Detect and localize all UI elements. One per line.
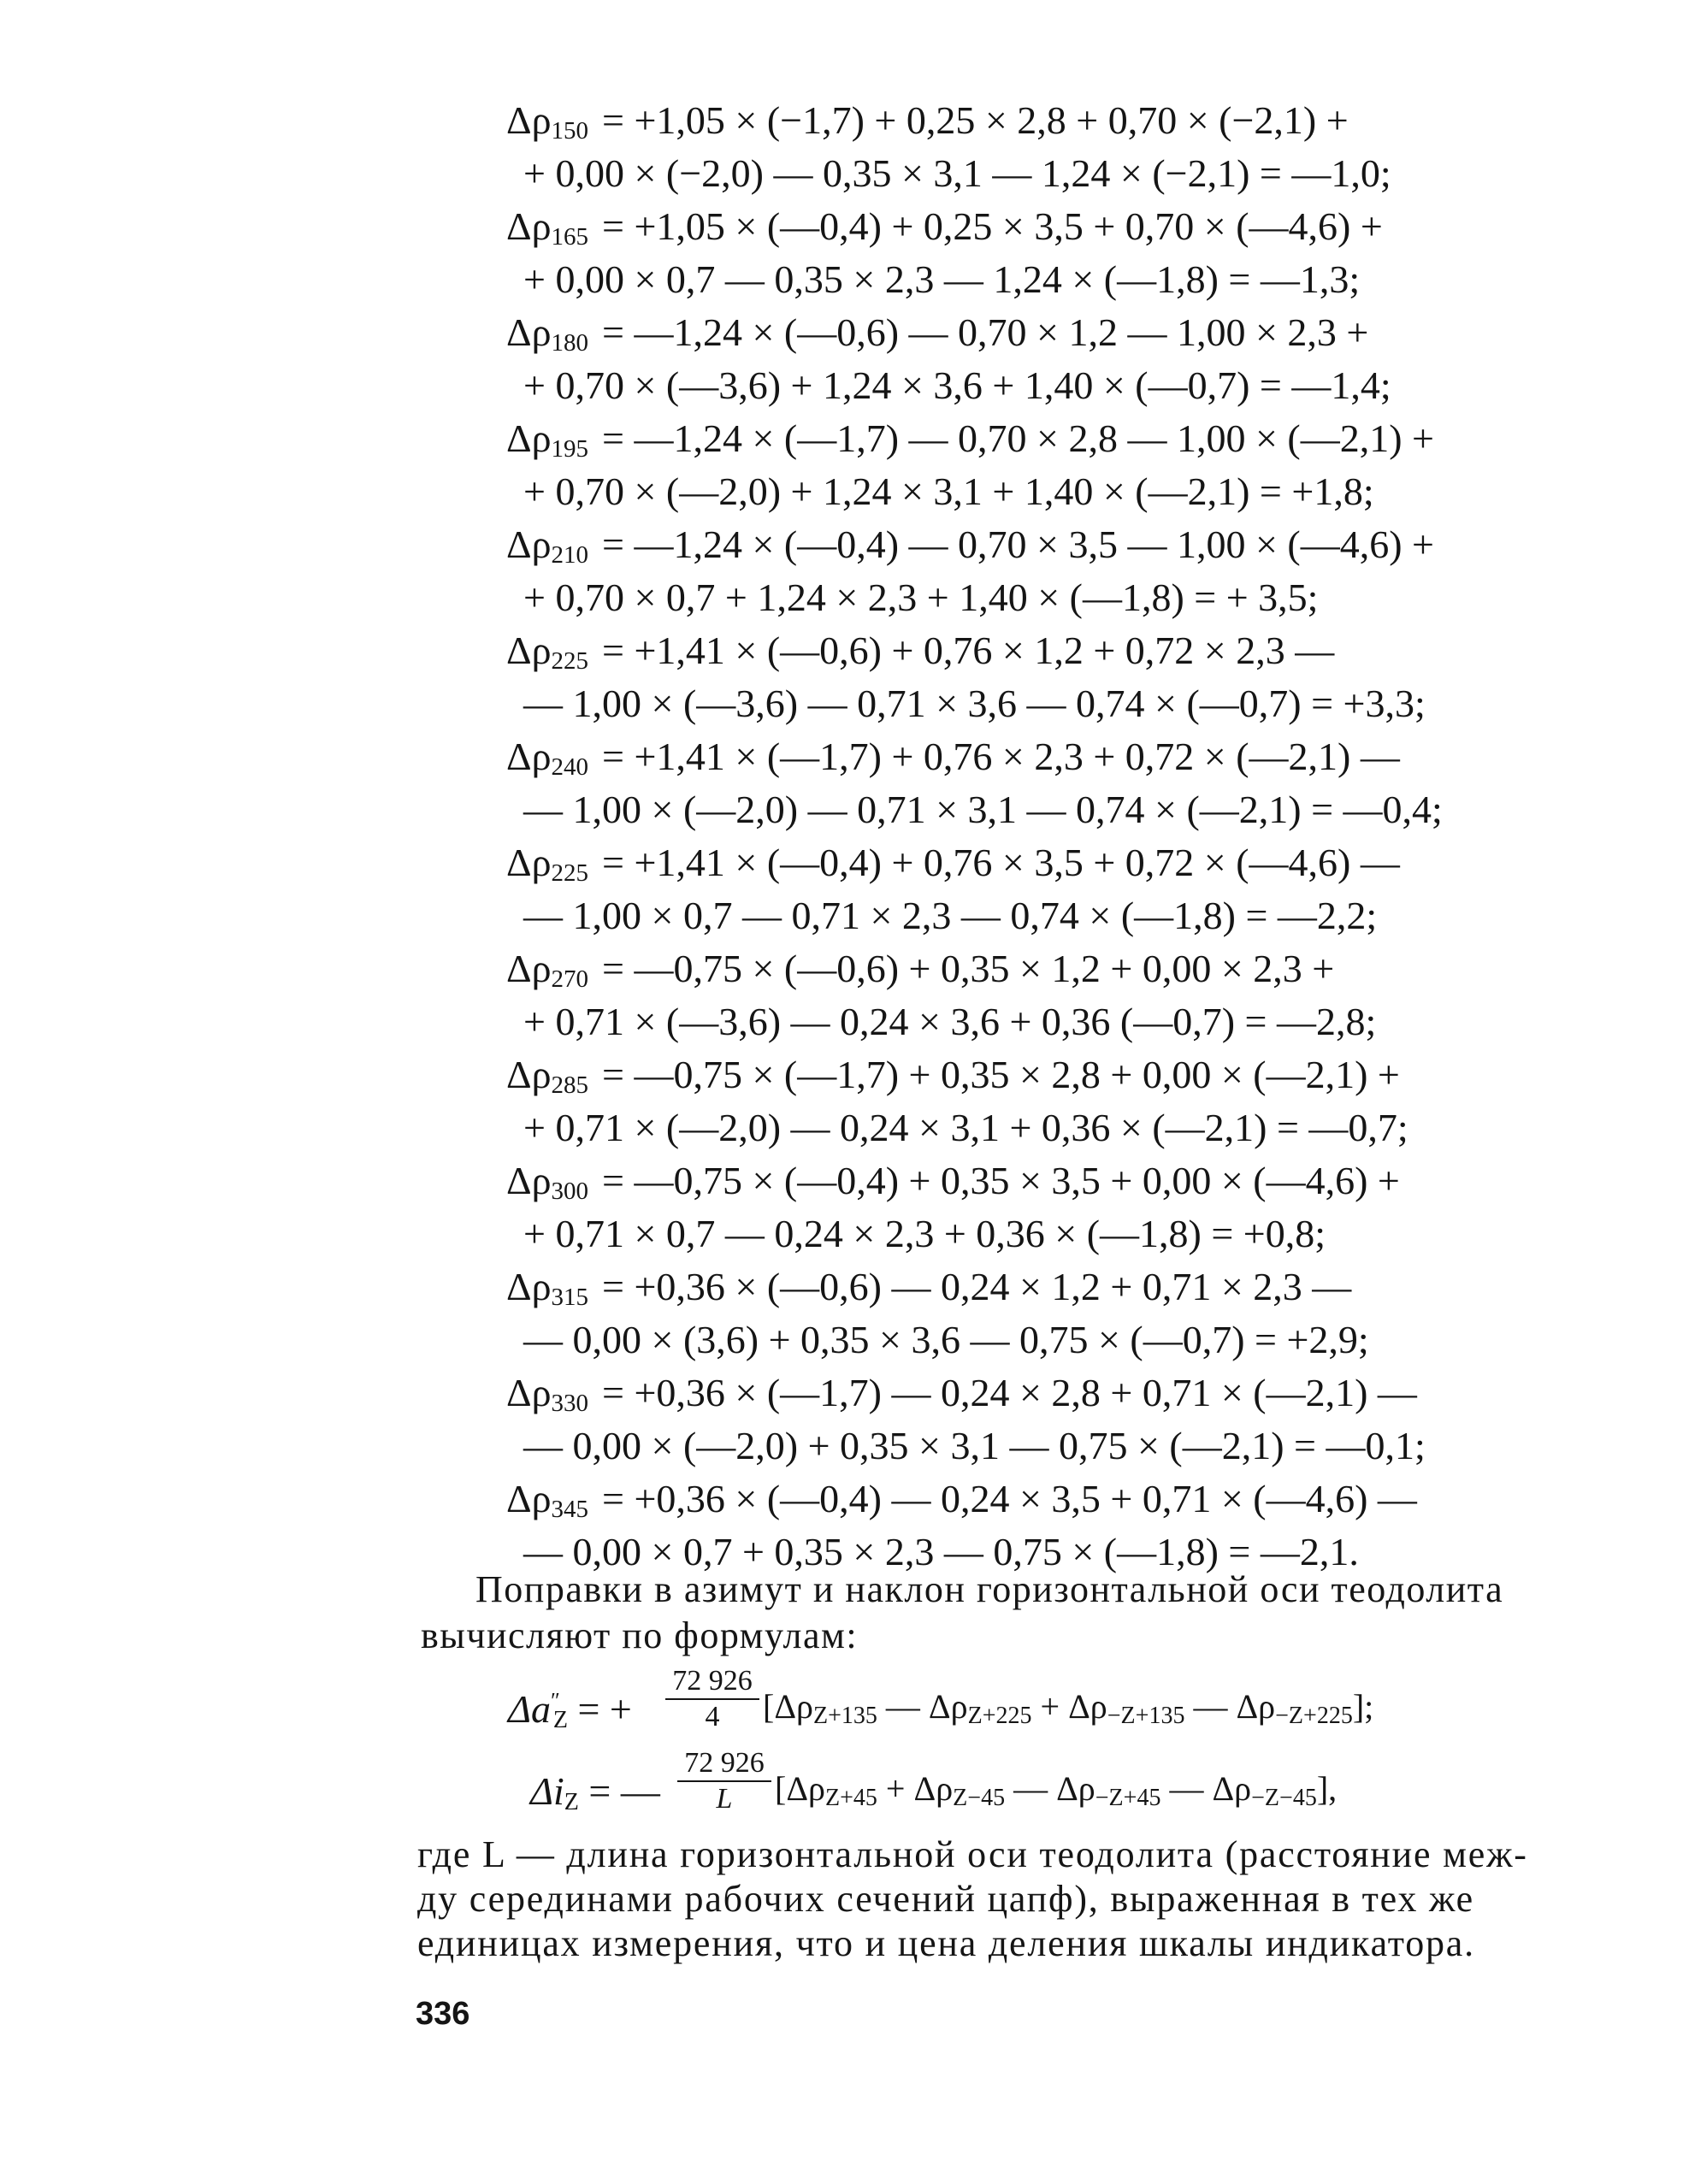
formula-azimuth-t2-sub: Z+225 <box>967 1703 1032 1729</box>
formula-azimuth-lhs-sup: ″ <box>551 1688 560 1714</box>
equation-lhs <box>506 204 589 251</box>
formula-azimuth-t3-sub: −Z+135 <box>1107 1703 1185 1729</box>
equation-line-2: + 0,71 × (—3,6) — 0,24 × 3,6 + 0,36 (—0,7) = —2,8; <box>523 1000 1377 1043</box>
formula-tilt-t2: + Δρ <box>877 1769 954 1808</box>
equation-lhs <box>506 1479 588 1522</box>
formula-tilt-rhs <box>775 1768 1337 1812</box>
equation-symbol: Δρ <box>506 1265 552 1308</box>
equation-line-2: — 1,00 × (—3,6) — 0,71 × 3,6 — 0,74 × (—0,7) = +3,3; <box>523 682 1426 725</box>
equation-subscript: 210 <box>551 541 589 569</box>
equation-line-2: — 0,00 × 0,7 + 0,35 × 2,3 — 0,75 × (—1,8) = —2,1. <box>523 1530 1359 1573</box>
equation-symbol: Δρ <box>506 1053 552 1096</box>
equation-subscript: 240 <box>551 753 589 781</box>
equation-line-2: + 0,70 × (—2,0) + 1,24 × 3,1 + 1,40 × (—2,1) = +1,8; <box>523 469 1374 513</box>
formula-azimuth-rhs <box>763 1686 1373 1730</box>
formula-azimuth-lhs <box>508 1686 632 1734</box>
equation-line-2: + 0,71 × 0,7 — 0,24 × 2,3 + 0,36 × (—1,8) = +0,8; <box>523 1212 1326 1255</box>
equation-symbol: Δρ <box>506 416 552 460</box>
formula-azimuth-fraction-num: 72 926 <box>672 1665 753 1697</box>
formula-azimuth-lhs-sub: Z <box>552 1707 568 1733</box>
equation-lhs <box>506 843 588 886</box>
equation-line-1: = —0,75 × (—0,4) + 0,35 × 3,5 + 0,00 × (—4,6) + <box>602 1159 1400 1202</box>
formula-tilt-end: ], <box>1316 1769 1338 1808</box>
formula-tilt-t2-sub: Z−45 <box>953 1785 1006 1811</box>
intro-line-1: Поправки в азимут и наклон горизонтальной оси теодолита <box>475 1568 1504 1610</box>
formula-tilt-t3: — Δρ <box>1005 1769 1095 1808</box>
formula-azimuth-fraction-den: 4 <box>705 1701 720 1732</box>
formula-tilt-fraction <box>677 1748 771 1815</box>
equation-line-2: — 0,00 × (—2,0) + 0,35 × 3,1 — 0,75 × (—2,1) = —0,1; <box>523 1424 1426 1467</box>
equation-line-1: = +1,41 × (—1,7) + 0,76 × 2,3 + 0,72 × (—2,1) — <box>602 735 1400 778</box>
equation-symbol: Δρ <box>506 1477 552 1520</box>
intro-line-2: вычисляют по формулам: <box>421 1614 859 1656</box>
formula-tilt-bracket: [Δρ <box>775 1769 826 1808</box>
formula-tilt-lhs-sub: Z <box>564 1789 579 1815</box>
equation-line-2: + 0,00 × (−2,0) — 0,35 × 3,1 — 1,24 × (−2,1) = —1,0; <box>523 151 1391 195</box>
formula-tilt-t3-sub: −Z+45 <box>1095 1785 1161 1811</box>
equation-lhs <box>506 949 588 992</box>
equation-lhs <box>506 310 589 357</box>
closing-line-1: где L — длина горизонтальной оси теодолита (расстояние меж- <box>417 1833 1528 1875</box>
equation-subscript: 195 <box>551 435 589 463</box>
formula-azimuth-bracket: [Δρ <box>763 1687 814 1726</box>
equation-symbol: Δρ <box>506 310 552 354</box>
equation-lhs <box>506 1055 588 1098</box>
equation-symbol: Δρ <box>506 841 552 884</box>
formula-azimuth-t2: — Δρ <box>877 1687 968 1726</box>
equation-subscript: 345 <box>551 1496 589 1523</box>
equation-line-2: + 0,70 × (—3,6) + 1,24 × 3,6 + 1,40 × (—0,7) = —1,4; <box>523 363 1391 407</box>
closing-line-3: единицах измерения, что и цена деления шкалы индикатора. <box>417 1922 1475 1964</box>
formula-tilt-fraction-bar <box>677 1780 771 1782</box>
equation-line-2: — 1,00 × 0,7 — 0,71 × 2,3 — 0,74 × (—1,8) = —2,2; <box>523 894 1378 937</box>
equation-lhs <box>506 631 588 674</box>
formula-tilt-lhs-symbol: Δi <box>530 1769 564 1813</box>
equation-line-1: = +1,05 × (—0,4) + 0,25 × 3,5 + 0,70 × (—4,6) + <box>602 204 1383 248</box>
formula-tilt-fraction-den: L <box>716 1783 733 1815</box>
formula-azimuth-lhs-symbol: Δa <box>508 1687 551 1731</box>
equation-subscript: 285 <box>551 1071 589 1099</box>
formula-tilt-fraction-num: 72 926 <box>684 1747 765 1779</box>
equation-subscript: 165 <box>551 223 589 251</box>
equation-lhs <box>506 1267 588 1310</box>
formula-tilt-t4: — Δρ <box>1160 1769 1252 1808</box>
equation-line-1: = —0,75 × (—1,7) + 0,35 × 2,8 + 0,00 × (—2,1) + <box>602 1053 1400 1096</box>
equation-symbol: Δρ <box>506 204 552 248</box>
equation-lhs <box>506 1161 588 1204</box>
equation-line-1: = +0,36 × (—0,4) — 0,24 × 3,5 + 0,71 × (—4,6) — <box>602 1477 1417 1520</box>
equation-line-1: = —1,24 × (—0,4) — 0,70 × 3,5 — 1,00 × (—4,6) + <box>602 522 1434 566</box>
equation-line-1: = —1,24 × (—1,7) — 0,70 × 2,8 — 1,00 × (—2,1) + <box>602 416 1434 460</box>
equation-line-2: + 0,71 × (—2,0) — 0,24 × 3,1 + 0,36 × (—2,1) = —0,7; <box>523 1106 1408 1149</box>
equation-line-1: = —1,24 × (—0,6) — 0,70 × 1,2 — 1,00 × 2,3 + <box>602 310 1369 354</box>
formula-tilt-t1-sub: Z+45 <box>825 1785 877 1811</box>
formula-azimuth-fraction-bar <box>665 1698 759 1700</box>
equation-subscript: 225 <box>551 647 589 675</box>
closing-line-2: ду серединами рабочих сечений цапф), выраженная в тех же <box>417 1878 1474 1920</box>
equation-line-2: — 0,00 × (3,6) + 0,35 × 3,6 — 0,75 × (—0,7) = +2,9; <box>523 1318 1369 1361</box>
equation-symbol: Δρ <box>506 1371 552 1414</box>
equation-symbol: Δρ <box>506 98 552 142</box>
formula-azimuth-eq: = + <box>577 1687 632 1731</box>
formula-azimuth-t1-sub: Z+135 <box>813 1703 877 1729</box>
formula-tilt-lhs <box>530 1768 660 1816</box>
equation-line-2: + 0,00 × 0,7 — 0,35 × 2,3 — 1,24 × (—1,8) = —1,3; <box>523 257 1361 301</box>
equation-lhs <box>506 522 589 569</box>
formula-azimuth-t4: — Δρ <box>1184 1687 1276 1726</box>
formula-azimuth-t4-sub: −Z+225 <box>1275 1703 1353 1729</box>
formula-tilt-t4-sub: −Z−45 <box>1251 1785 1317 1811</box>
equation-line-1: = +1,05 × (−1,7) + 0,25 × 2,8 + 0,70 × (−2,1) + <box>602 98 1349 142</box>
equation-subscript: 270 <box>551 965 589 993</box>
equation-symbol: Δρ <box>506 522 552 566</box>
equation-symbol: Δρ <box>506 735 552 778</box>
page-number: 336 <box>416 1996 470 2032</box>
equation-subscript: 225 <box>551 859 589 887</box>
equation-subscript: 180 <box>551 329 589 357</box>
equation-lhs <box>506 737 588 780</box>
equation-line-1: = +1,41 × (—0,6) + 0,76 × 1,2 + 0,72 × 2,3 — <box>602 629 1335 672</box>
equation-subscript: 300 <box>551 1178 589 1205</box>
formula-azimuth-fraction <box>665 1666 759 1732</box>
formula-azimuth-end: ]; <box>1352 1687 1374 1726</box>
formula-azimuth-t3: + Δρ <box>1031 1687 1107 1726</box>
equation-symbol: Δρ <box>506 947 552 990</box>
equation-subscript: 150 <box>551 117 589 145</box>
equation-line-1: = +0,36 × (—0,6) — 0,24 × 1,2 + 0,71 × 2,3 — <box>602 1265 1352 1308</box>
formula-tilt-eq: = — <box>588 1769 660 1813</box>
equation-line-2: + 0,70 × 0,7 + 1,24 × 2,3 + 1,40 × (—1,8) = + 3,5; <box>523 576 1319 619</box>
equation-lhs <box>506 416 589 463</box>
equation-symbol: Δρ <box>506 1159 552 1202</box>
equation-line-1: = +1,41 × (—0,4) + 0,76 × 3,5 + 0,72 × (—4,6) — <box>602 841 1400 884</box>
equation-line-2: — 1,00 × (—2,0) — 0,71 × 3,1 — 0,74 × (—2,1) = —0,4; <box>523 788 1443 831</box>
equation-line-1: = —0,75 × (—0,6) + 0,35 × 1,2 + 0,00 × 2,3 + <box>602 947 1335 990</box>
equation-lhs <box>506 98 589 145</box>
equation-symbol: Δρ <box>506 629 552 672</box>
equation-subscript: 330 <box>551 1390 589 1417</box>
equation-lhs <box>506 1373 588 1416</box>
equation-subscript: 315 <box>551 1284 589 1311</box>
equation-line-1: = +0,36 × (—1,7) — 0,24 × 2,8 + 0,71 × (—2,1) — <box>602 1371 1417 1414</box>
